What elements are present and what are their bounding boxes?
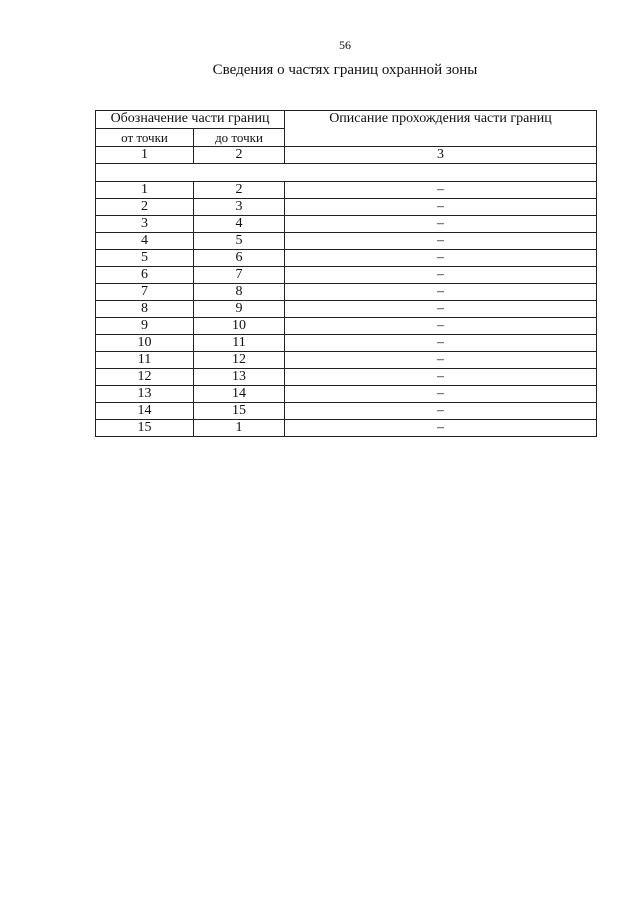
from-point-cell: 15: [96, 420, 194, 437]
to-point-cell: 5: [194, 233, 285, 250]
table-row: [96, 199, 597, 216]
description-cell: –: [285, 216, 597, 233]
description-cell: –: [285, 284, 597, 301]
description-cell: –: [285, 318, 597, 335]
from-point-cell: 9: [96, 318, 194, 335]
to-point-cell: 13: [194, 369, 285, 386]
to-point-cell: 7: [194, 267, 285, 284]
header-description: Описание прохождения части границ: [285, 111, 597, 147]
to-point-cell: 3: [194, 199, 285, 216]
from-point-cell: 2: [96, 199, 194, 216]
from-point-cell: 12: [96, 369, 194, 386]
table-row: [96, 403, 597, 420]
table-row: [96, 318, 597, 335]
from-point-cell: 4: [96, 233, 194, 250]
to-point-cell: 6: [194, 250, 285, 267]
from-point-cell: 5: [96, 250, 194, 267]
header-boundary-parts: Обозначение части границ: [96, 111, 285, 129]
to-point-cell: 2: [194, 182, 285, 199]
table-row: [96, 250, 597, 267]
description-cell: –: [285, 267, 597, 284]
description-cell: –: [285, 335, 597, 352]
table-row: [96, 182, 597, 199]
from-point-cell: 7: [96, 284, 194, 301]
from-point-cell: 13: [96, 386, 194, 403]
table-row: [96, 352, 597, 369]
table-row: [96, 335, 597, 352]
table-body: [96, 111, 597, 437]
empty-section-row: [96, 164, 597, 182]
description-cell: –: [285, 301, 597, 318]
to-point-cell: 15: [194, 403, 285, 420]
description-cell: –: [285, 182, 597, 199]
column-number-1: 1: [96, 147, 194, 164]
to-point-cell: 4: [194, 216, 285, 233]
empty-section-cell: [96, 164, 597, 182]
description-cell: –: [285, 386, 597, 403]
column-number-row: [96, 147, 597, 164]
table-row: [96, 386, 597, 403]
to-point-cell: 1: [194, 420, 285, 437]
description-cell: –: [285, 199, 597, 216]
table-row: [96, 284, 597, 301]
table-row: [96, 420, 597, 437]
description-cell: –: [285, 420, 597, 437]
to-point-cell: 9: [194, 301, 285, 318]
to-point-cell: 12: [194, 352, 285, 369]
to-point-cell: 10: [194, 318, 285, 335]
header-row: [96, 111, 597, 129]
from-point-cell: 11: [96, 352, 194, 369]
from-point-cell: 14: [96, 403, 194, 420]
description-cell: –: [285, 233, 597, 250]
from-point-cell: 6: [96, 267, 194, 284]
table-row: [96, 369, 597, 386]
to-point-cell: 11: [194, 335, 285, 352]
column-number-2: 2: [194, 147, 285, 164]
from-point-cell: 1: [96, 182, 194, 199]
column-number-3: 3: [285, 147, 597, 164]
from-point-cell: 8: [96, 301, 194, 318]
table-row: [96, 301, 597, 318]
description-cell: –: [285, 352, 597, 369]
page-number: 56: [339, 38, 351, 52]
header-to-point: до точки: [194, 129, 285, 147]
to-point-cell: 14: [194, 386, 285, 403]
table-row: [96, 267, 597, 284]
table-row: [96, 216, 597, 233]
header-from-point: от точки: [96, 129, 194, 147]
from-point-cell: 10: [96, 335, 194, 352]
description-cell: –: [285, 250, 597, 267]
table-row: [96, 233, 597, 250]
page-title: Сведения о частях границ охранной зоны: [212, 62, 478, 78]
from-point-cell: 3: [96, 216, 194, 233]
description-cell: –: [285, 369, 597, 386]
boundary-parts-table: [95, 110, 597, 437]
description-cell: –: [285, 403, 597, 420]
to-point-cell: 8: [194, 284, 285, 301]
